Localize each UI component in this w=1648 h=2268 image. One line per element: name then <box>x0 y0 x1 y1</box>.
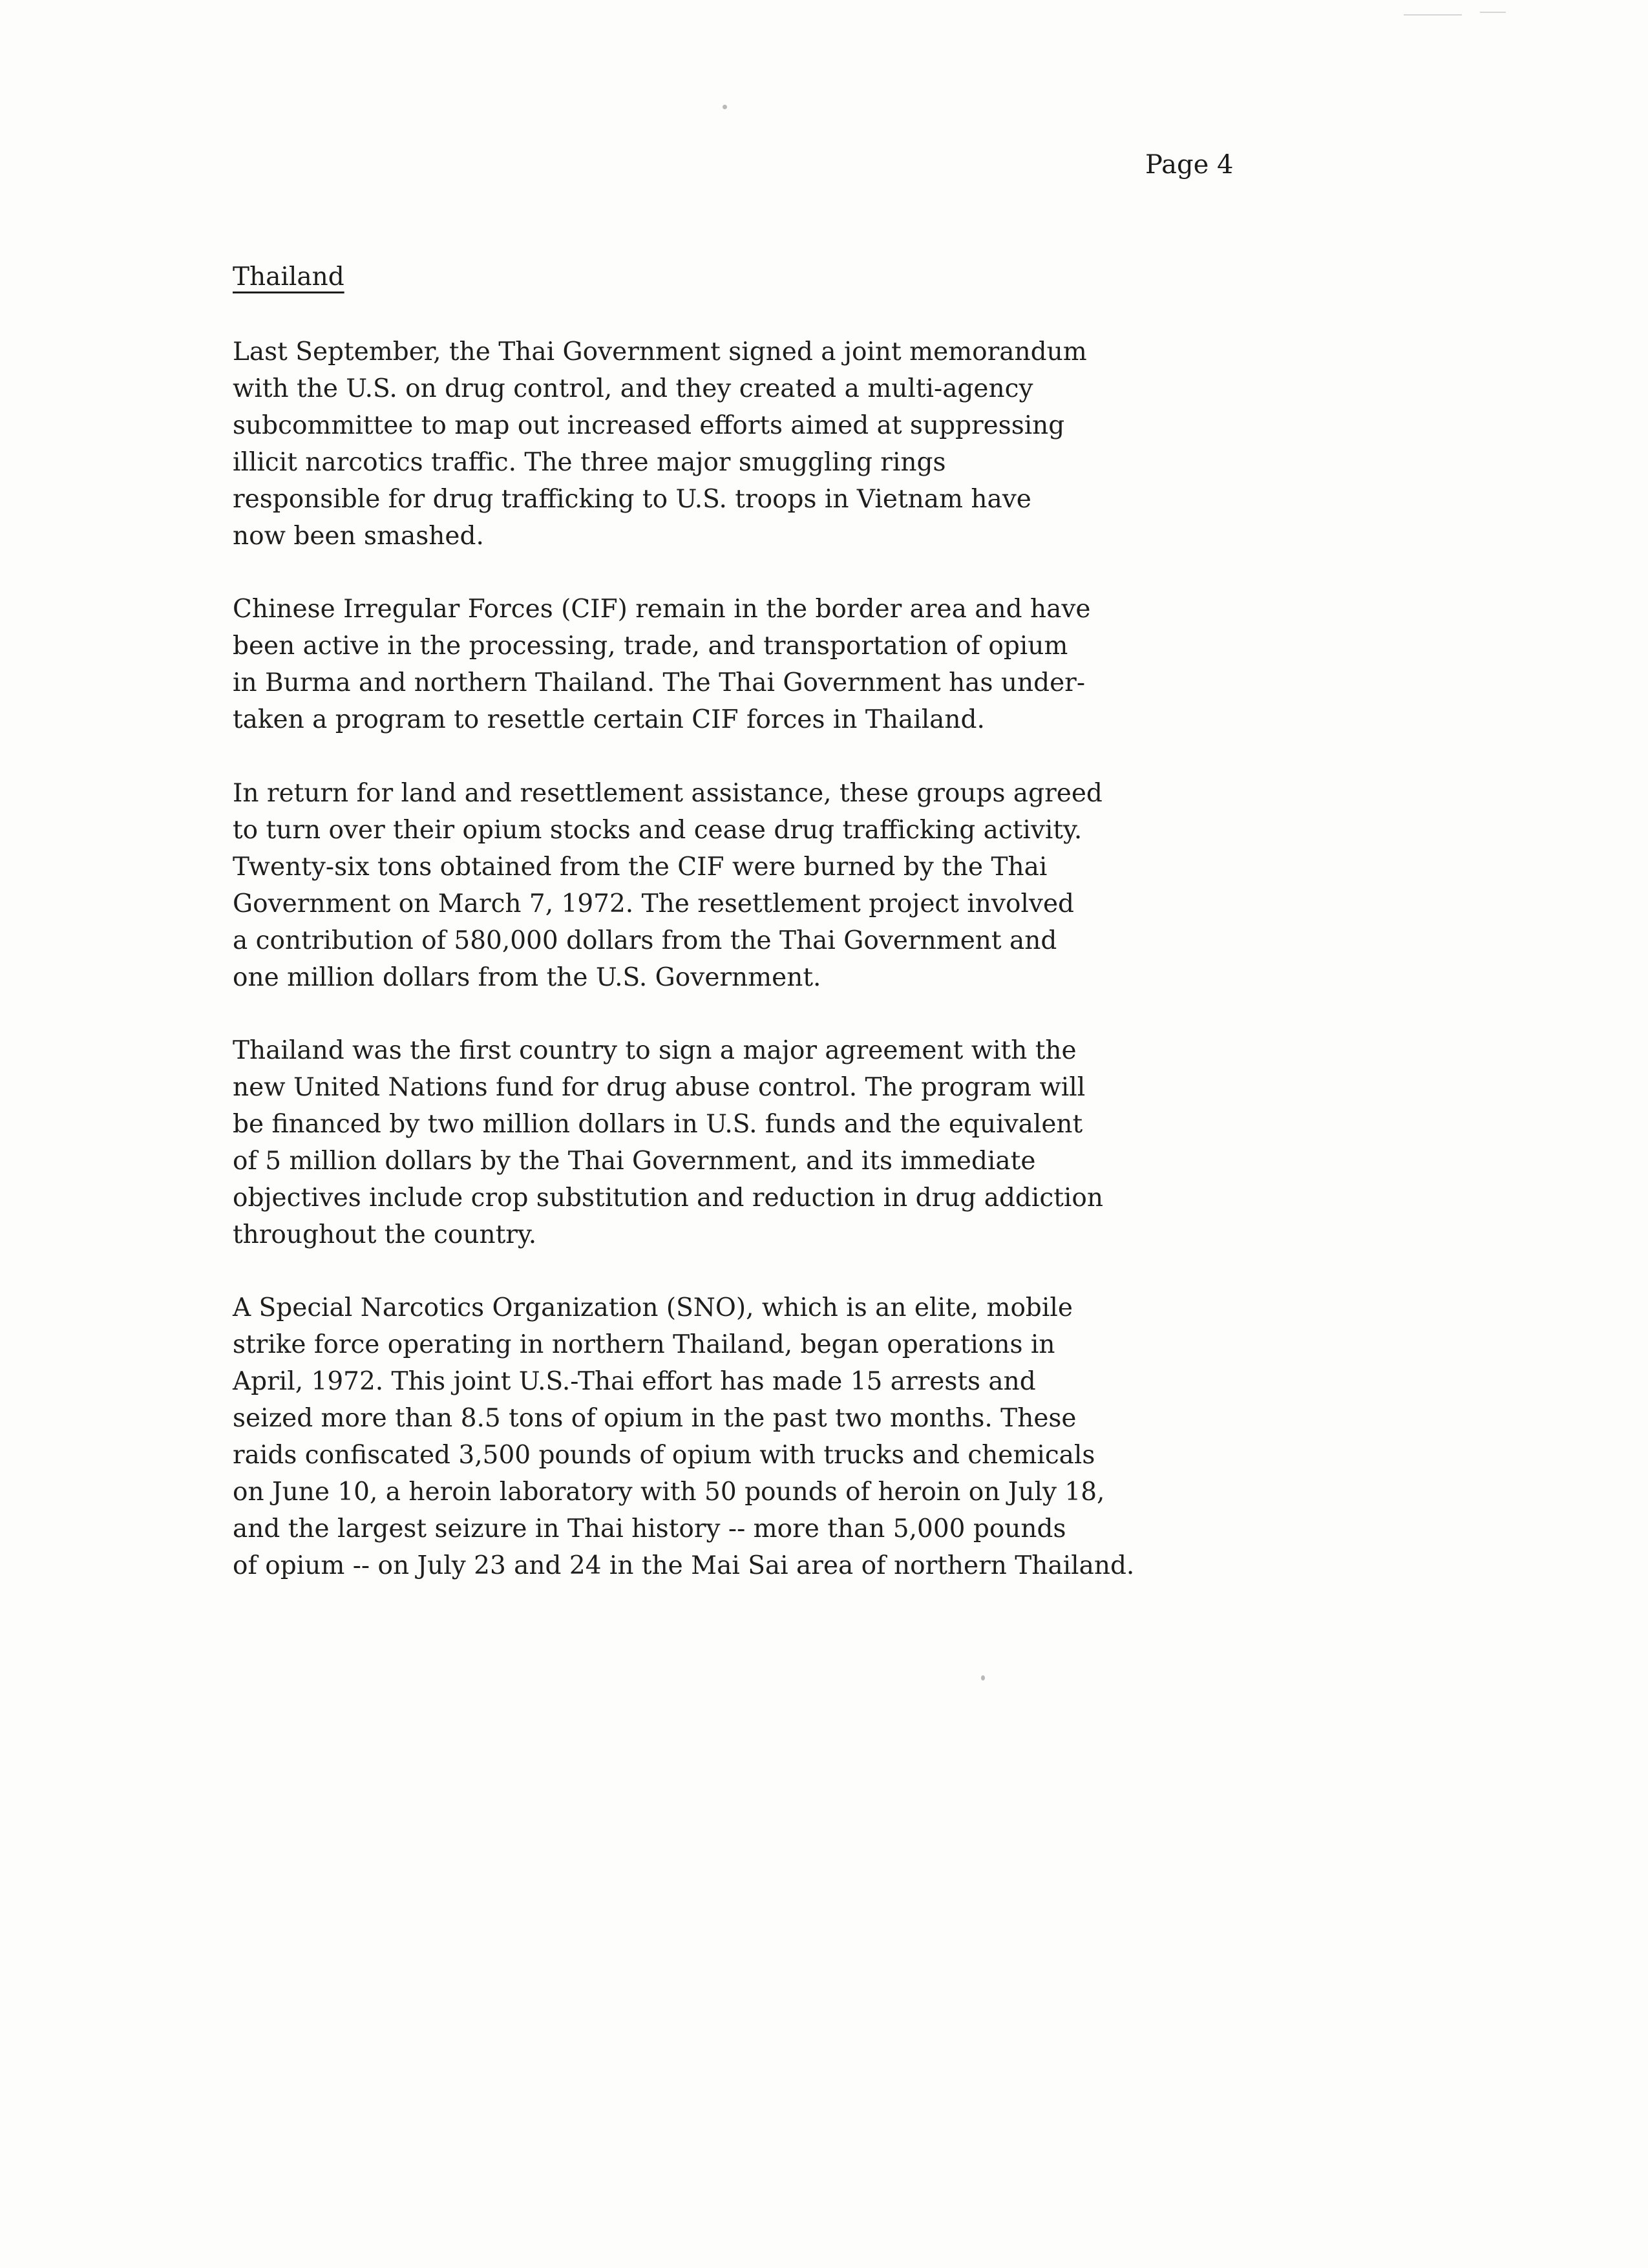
text-line: with the U.S. on drug control, and they created a multi-agency <box>233 374 1033 403</box>
text-line: Twenty-six tons obtained from the CIF were burned by the Thai <box>233 853 1048 882</box>
text-line: be financed by two million dollars in U.S. funds and the equivalent <box>233 1110 1083 1139</box>
text-line: illicit narcotics traffic. The three major smuggling rings <box>233 448 946 477</box>
text-line: to turn over their opium stocks and cease drug trafficking activity. <box>233 816 1083 845</box>
text-line: In return for land and resettlement assistance, these groups agreed <box>233 779 1103 808</box>
text-line: A Special Narcotics Organization (SNO), which is an elite, mobile <box>233 1293 1073 1322</box>
text-line: new United Nations fund for drug abuse control. The program will <box>233 1073 1086 1102</box>
text-line: objectives include crop substitution and reduction in drug addiction <box>233 1183 1103 1213</box>
text-line: strike force operating in northern Thailand, began operations in <box>233 1330 1055 1359</box>
paragraph <box>233 1032 1103 1253</box>
text-line: in Burma and northern Thailand. The Thai Government has under- <box>233 668 1085 697</box>
paper-edge-mark <box>1480 12 1506 13</box>
paragraph <box>233 775 1103 996</box>
text-line: of 5 million dollars by the Thai Government, and its immediate <box>233 1147 1036 1176</box>
section-heading: Thailand <box>233 262 344 291</box>
text-line: subcommittee to map out increased efforts aimed at suppressing <box>233 411 1065 440</box>
text-line: responsible for drug trafficking to U.S. troops in Vietnam have <box>233 485 1031 514</box>
text-line: April, 1972. This joint U.S.-Thai effort has made 15 arrests and <box>233 1367 1036 1396</box>
text-line: raids confiscated 3,500 pounds of opium with trucks and chemicals <box>233 1441 1095 1470</box>
text-line: a contribution of 580,000 dollars from the Thai Government and <box>233 926 1057 955</box>
paper-speck <box>981 1675 985 1680</box>
text-line: Chinese Irregular Forces (CIF) remain in the border area and have <box>233 595 1091 624</box>
paper-speck <box>723 105 727 109</box>
text-line: Last September, the Thai Government signed a joint memorandum <box>233 337 1087 366</box>
text-line: and the largest seizure in Thai history -- more than 5,000 pounds <box>233 1514 1066 1543</box>
text-line: one million dollars from the U.S. Government. <box>233 963 821 992</box>
text-line: on June 10, a heroin laboratory with 50 pounds of heroin on July 18, <box>233 1478 1105 1507</box>
text-line: seized more than 8.5 tons of opium in the past two months. These <box>233 1404 1077 1433</box>
text-line: been active in the processing, trade, and transportation of opium <box>233 631 1068 661</box>
text-line: Government on March 7, 1972. The resettlement project involved <box>233 889 1074 918</box>
text-line: of opium -- on July 23 and 24 in the Mai Sai area of northern Thailand. <box>233 1551 1135 1580</box>
paragraph <box>233 1289 1134 1584</box>
page-number: Page 4 <box>1145 150 1234 180</box>
paragraph <box>233 591 1090 738</box>
text-line: Thailand was the first country to sign a major agreement with the <box>233 1036 1077 1065</box>
paragraph <box>233 334 1087 555</box>
text-line: taken a program to resettle certain CIF forces in Thailand. <box>233 705 985 734</box>
text-line: now been smashed. <box>233 522 484 551</box>
paper-edge-mark <box>1404 14 1462 16</box>
text-line: throughout the country. <box>233 1220 537 1249</box>
